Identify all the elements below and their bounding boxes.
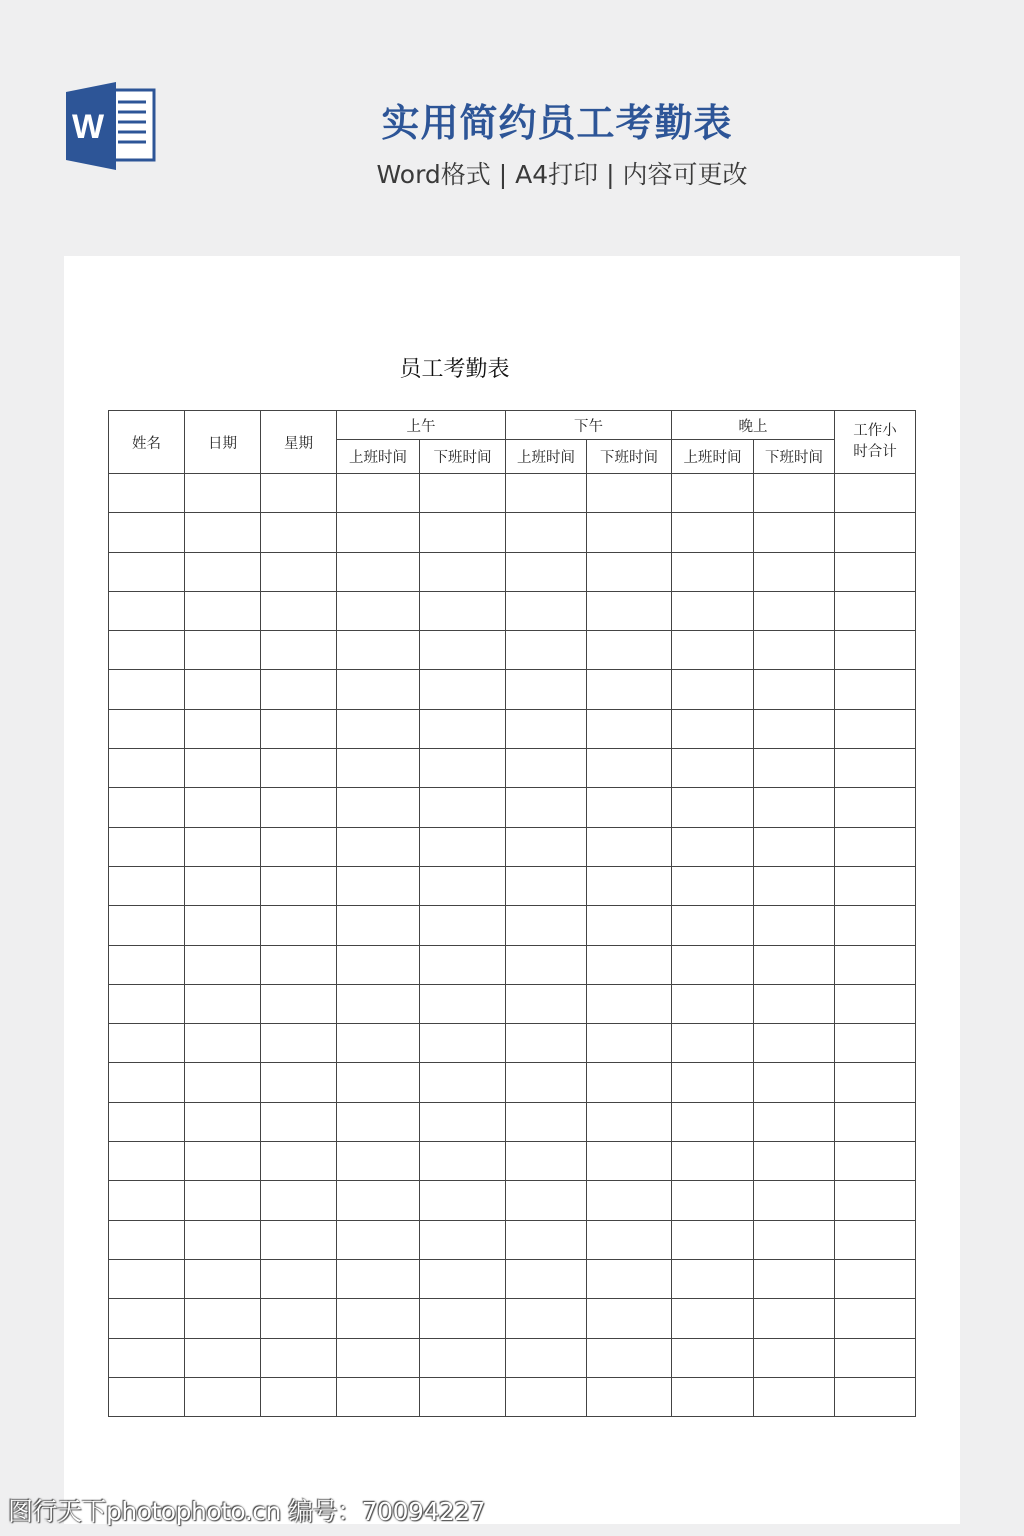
table-cell	[261, 749, 337, 788]
table-cell	[506, 827, 587, 866]
table-cell	[337, 1181, 420, 1220]
table-cell	[754, 827, 835, 866]
table-cell	[754, 1299, 835, 1338]
table-cell	[587, 906, 672, 945]
table-cell	[185, 1142, 261, 1181]
table-cell	[420, 670, 506, 709]
table-row	[109, 906, 916, 945]
table-cell	[109, 1142, 185, 1181]
table-cell	[754, 474, 835, 513]
table-cell	[835, 788, 916, 827]
table-cell	[835, 1142, 916, 1181]
table-row	[109, 1181, 916, 1220]
table-cell	[261, 1024, 337, 1063]
table-cell	[420, 1259, 506, 1298]
table-cell	[337, 552, 420, 591]
table-cell	[754, 866, 835, 905]
table-cell	[420, 474, 506, 513]
table-cell	[672, 1377, 754, 1416]
table-cell	[672, 1220, 754, 1259]
table-cell	[337, 631, 420, 670]
table-row	[109, 788, 916, 827]
table-cell	[506, 1220, 587, 1259]
table-cell	[754, 788, 835, 827]
table-cell	[337, 513, 420, 552]
table-cell	[261, 1338, 337, 1377]
header-morning: 上午	[337, 411, 506, 440]
table-cell	[337, 1220, 420, 1259]
table-cell	[261, 552, 337, 591]
header-name: 姓名	[109, 411, 185, 474]
table-cell	[420, 1024, 506, 1063]
table-cell	[835, 1338, 916, 1377]
table-cell	[754, 906, 835, 945]
table-cell	[337, 788, 420, 827]
table-cell	[506, 474, 587, 513]
table-cell	[185, 788, 261, 827]
table-cell	[587, 1102, 672, 1141]
table-cell	[261, 1377, 337, 1416]
table-cell	[261, 906, 337, 945]
table-row	[109, 552, 916, 591]
table-cell	[835, 1377, 916, 1416]
table-cell	[672, 827, 754, 866]
header-afternoon-clock-out: 下班时间	[587, 440, 672, 474]
table-cell	[185, 670, 261, 709]
table-cell	[587, 474, 672, 513]
table-cell	[672, 749, 754, 788]
table-cell	[261, 788, 337, 827]
table-cell	[835, 1181, 916, 1220]
table-cell	[672, 866, 754, 905]
watermark: 图行天下photophoto.cn 编号：70094227	[8, 1497, 486, 1526]
table-cell	[506, 1299, 587, 1338]
table-cell	[185, 945, 261, 984]
table-cell	[185, 827, 261, 866]
table-cell	[587, 1063, 672, 1102]
table-cell	[337, 591, 420, 630]
table-cell	[261, 1142, 337, 1181]
table-cell	[587, 552, 672, 591]
table-cell	[109, 1338, 185, 1377]
table-cell	[754, 945, 835, 984]
table-cell	[337, 1024, 420, 1063]
table-cell	[420, 513, 506, 552]
table-cell	[587, 1377, 672, 1416]
table-cell	[185, 984, 261, 1023]
table-cell	[672, 1063, 754, 1102]
header-evening: 晚上	[672, 411, 835, 440]
table-cell	[261, 827, 337, 866]
table-cell	[587, 1142, 672, 1181]
table-cell	[835, 866, 916, 905]
table-cell	[754, 1377, 835, 1416]
table-cell	[109, 1259, 185, 1298]
table-row	[109, 984, 916, 1023]
header-total-hours-line2: 时合计	[853, 444, 897, 460]
table-cell	[672, 513, 754, 552]
table-cell	[109, 827, 185, 866]
table-cell	[109, 670, 185, 709]
table-cell	[337, 1142, 420, 1181]
table-cell	[835, 1299, 916, 1338]
table-cell	[337, 906, 420, 945]
header-evening-clock-in: 上班时间	[672, 440, 754, 474]
table-cell	[261, 1102, 337, 1141]
table-cell	[587, 1259, 672, 1298]
table-row	[109, 1259, 916, 1298]
table-cell	[261, 866, 337, 905]
table-cell	[587, 984, 672, 1023]
table-cell	[109, 906, 185, 945]
table-cell	[185, 591, 261, 630]
table-cell	[337, 1299, 420, 1338]
table-cell	[587, 591, 672, 630]
header-weekday: 星期	[261, 411, 337, 474]
table-row	[109, 513, 916, 552]
table-cell	[420, 906, 506, 945]
table-cell	[420, 709, 506, 748]
table-cell	[754, 984, 835, 1023]
table-row	[109, 749, 916, 788]
table-cell	[835, 984, 916, 1023]
table-cell	[587, 1338, 672, 1377]
table-cell	[337, 1063, 420, 1102]
table-cell	[835, 749, 916, 788]
table-cell	[835, 945, 916, 984]
table-cell	[185, 1181, 261, 1220]
table-cell	[420, 1377, 506, 1416]
table-cell	[185, 631, 261, 670]
table-cell	[835, 1102, 916, 1141]
table-cell	[754, 1102, 835, 1141]
table-cell	[835, 631, 916, 670]
table-cell	[754, 513, 835, 552]
table-row	[109, 591, 916, 630]
table-cell	[185, 552, 261, 591]
table-cell	[835, 827, 916, 866]
table-cell	[261, 1259, 337, 1298]
table-cell	[109, 1181, 185, 1220]
table-cell	[337, 945, 420, 984]
table-cell	[835, 906, 916, 945]
table-cell	[109, 1063, 185, 1102]
table-cell	[672, 552, 754, 591]
table-cell	[420, 1220, 506, 1259]
table-cell	[261, 984, 337, 1023]
table-cell	[420, 945, 506, 984]
table-cell	[587, 670, 672, 709]
table-cell	[506, 513, 587, 552]
table-cell	[261, 1299, 337, 1338]
table-cell	[109, 709, 185, 748]
table-cell	[420, 631, 506, 670]
table-cell	[835, 1063, 916, 1102]
attendance-table	[108, 410, 916, 1417]
table-cell	[587, 827, 672, 866]
table-cell	[672, 1338, 754, 1377]
table-cell	[506, 1024, 587, 1063]
header-morning-clock-out: 下班时间	[420, 440, 506, 474]
table-cell	[109, 749, 185, 788]
table-cell	[185, 1259, 261, 1298]
table-cell	[587, 513, 672, 552]
table-cell	[835, 670, 916, 709]
table-cell	[261, 709, 337, 748]
attendance-table-body	[109, 474, 916, 1417]
table-cell	[337, 1377, 420, 1416]
table-cell	[506, 591, 587, 630]
table-row	[109, 1142, 916, 1181]
table-cell	[185, 1024, 261, 1063]
table-cell	[185, 1377, 261, 1416]
table-cell	[109, 552, 185, 591]
table-row	[109, 474, 916, 513]
table-cell	[420, 984, 506, 1023]
table-cell	[754, 1259, 835, 1298]
table-cell	[420, 1338, 506, 1377]
document-title: 员工考勤表	[399, 357, 510, 382]
table-cell	[506, 1063, 587, 1102]
table-cell	[754, 709, 835, 748]
table-cell	[337, 670, 420, 709]
promo-header	[0, 0, 1024, 256]
table-cell	[109, 474, 185, 513]
table-cell	[672, 591, 754, 630]
table-cell	[506, 1377, 587, 1416]
table-row	[109, 631, 916, 670]
table-cell	[261, 945, 337, 984]
table-cell	[754, 591, 835, 630]
table-cell	[185, 709, 261, 748]
table-cell	[420, 827, 506, 866]
table-cell	[337, 984, 420, 1023]
table-cell	[754, 631, 835, 670]
table-cell	[420, 591, 506, 630]
table-cell	[754, 1181, 835, 1220]
table-cell	[109, 591, 185, 630]
table-cell	[754, 749, 835, 788]
table-cell	[109, 1024, 185, 1063]
table-cell	[672, 945, 754, 984]
table-cell	[185, 1063, 261, 1102]
table-cell	[506, 552, 587, 591]
table-cell	[506, 670, 587, 709]
table-cell	[587, 709, 672, 748]
table-cell	[672, 1142, 754, 1181]
table-cell	[672, 1024, 754, 1063]
table-cell	[185, 474, 261, 513]
table-cell	[835, 513, 916, 552]
table-cell	[506, 1181, 587, 1220]
table-row	[109, 945, 916, 984]
table-cell	[754, 1220, 835, 1259]
table-cell	[835, 474, 916, 513]
table-row	[109, 1377, 916, 1416]
table-cell	[506, 709, 587, 748]
table-cell	[109, 1299, 185, 1338]
table-cell	[337, 749, 420, 788]
table-cell	[185, 1220, 261, 1259]
promo-subtitle: Word格式 | A4打印 | 内容可更改	[376, 160, 748, 189]
table-cell	[261, 1063, 337, 1102]
header-afternoon: 下午	[506, 411, 672, 440]
table-cell	[835, 552, 916, 591]
table-cell	[672, 631, 754, 670]
table-cell	[672, 1299, 754, 1338]
table-cell	[835, 591, 916, 630]
table-cell	[835, 1259, 916, 1298]
table-cell	[420, 1299, 506, 1338]
table-cell	[672, 906, 754, 945]
table-cell	[672, 1181, 754, 1220]
table-cell	[754, 1142, 835, 1181]
table-cell	[420, 866, 506, 905]
table-cell	[672, 788, 754, 827]
table-cell	[420, 788, 506, 827]
table-cell	[754, 1338, 835, 1377]
table-cell	[587, 1181, 672, 1220]
table-cell	[185, 1102, 261, 1141]
header-date: 日期	[185, 411, 261, 474]
table-cell	[109, 631, 185, 670]
table-cell	[506, 1142, 587, 1181]
table-cell	[672, 474, 754, 513]
table-cell	[672, 1259, 754, 1298]
table-cell	[337, 1259, 420, 1298]
table-cell	[185, 1299, 261, 1338]
table-row	[109, 866, 916, 905]
table-cell	[754, 670, 835, 709]
header-total-hours	[835, 411, 916, 474]
table-cell	[672, 984, 754, 1023]
table-cell	[587, 866, 672, 905]
promo-title: 实用简约员工考勤表	[381, 101, 733, 145]
table-cell	[506, 866, 587, 905]
table-cell	[337, 709, 420, 748]
table-cell	[261, 631, 337, 670]
table-cell	[587, 1024, 672, 1063]
svg-text:W: W	[71, 108, 105, 146]
table-cell	[261, 474, 337, 513]
header-morning-clock-in: 上班时间	[337, 440, 420, 474]
table-row	[109, 1063, 916, 1102]
table-cell	[185, 906, 261, 945]
table-cell	[185, 513, 261, 552]
table-cell	[506, 631, 587, 670]
table-cell	[420, 1063, 506, 1102]
table-cell	[587, 788, 672, 827]
table-cell	[109, 788, 185, 827]
table-cell	[506, 1102, 587, 1141]
table-cell	[261, 1220, 337, 1259]
table-cell	[672, 709, 754, 748]
table-cell	[506, 984, 587, 1023]
table-cell	[109, 984, 185, 1023]
table-cell	[337, 1102, 420, 1141]
header-total-hours-line1: 工作小	[853, 423, 897, 439]
table-cell	[835, 1220, 916, 1259]
table-cell	[261, 513, 337, 552]
table-cell	[587, 1220, 672, 1259]
table-cell	[420, 1181, 506, 1220]
table-cell	[337, 866, 420, 905]
table-cell	[587, 945, 672, 984]
table-cell	[506, 906, 587, 945]
table-cell	[109, 945, 185, 984]
table-cell	[506, 1259, 587, 1298]
table-cell	[672, 670, 754, 709]
table-row	[109, 709, 916, 748]
table-cell	[109, 1377, 185, 1416]
table-cell	[506, 1338, 587, 1377]
table-cell	[109, 513, 185, 552]
table-cell	[337, 827, 420, 866]
table-cell	[506, 788, 587, 827]
table-cell	[506, 945, 587, 984]
table-cell	[420, 552, 506, 591]
table-cell	[337, 474, 420, 513]
table-cell	[420, 1142, 506, 1181]
table-cell	[587, 631, 672, 670]
table-cell	[109, 866, 185, 905]
table-cell	[261, 670, 337, 709]
table-row	[109, 1024, 916, 1063]
table-cell	[506, 749, 587, 788]
table-row	[109, 670, 916, 709]
table-row	[109, 1299, 916, 1338]
table-row	[109, 827, 916, 866]
table-row	[109, 1338, 916, 1377]
table-cell	[420, 1102, 506, 1141]
table-cell	[185, 866, 261, 905]
table-row	[109, 1220, 916, 1259]
table-cell	[185, 1338, 261, 1377]
table-cell	[587, 1299, 672, 1338]
table-cell	[185, 749, 261, 788]
table-row	[109, 1102, 916, 1141]
table-cell	[754, 1063, 835, 1102]
table-cell	[835, 709, 916, 748]
table-cell	[337, 1338, 420, 1377]
header-evening-clock-out: 下班时间	[754, 440, 835, 474]
header-afternoon-clock-in: 上班时间	[506, 440, 587, 474]
table-cell	[835, 1024, 916, 1063]
table-cell	[420, 749, 506, 788]
table-cell	[261, 591, 337, 630]
table-cell	[672, 1102, 754, 1141]
table-cell	[587, 749, 672, 788]
table-cell	[754, 552, 835, 591]
table-cell	[109, 1220, 185, 1259]
table-cell	[754, 1024, 835, 1063]
table-cell	[109, 1102, 185, 1141]
table-cell	[261, 1181, 337, 1220]
